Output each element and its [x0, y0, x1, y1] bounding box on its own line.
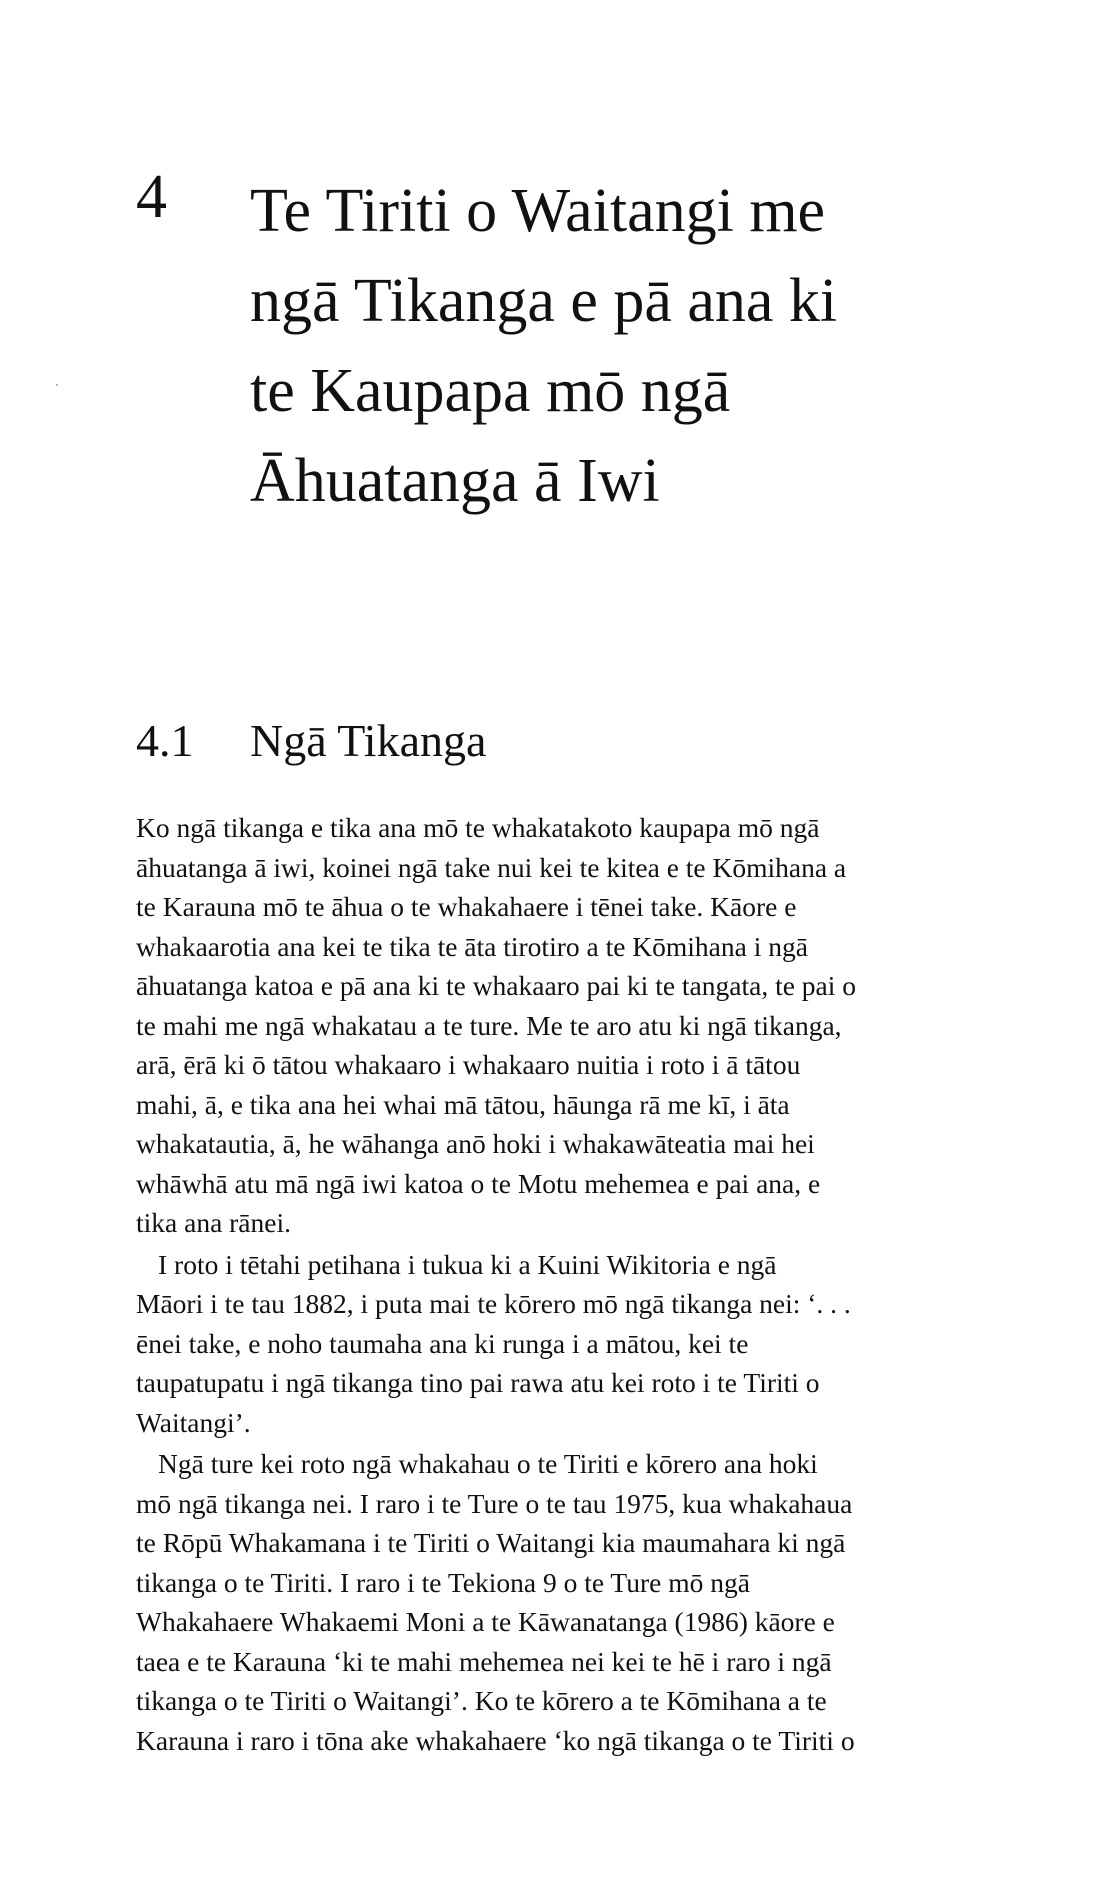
text-line: āhuatanga ā iwi, koinei ngā take nui kei te kitea e te Kōmihana a: [136, 851, 847, 883]
section-number: 4.1: [136, 715, 194, 766]
text-line: I roto i tētahi petihana i tukua ki a Kuini Wikitoria e ngā: [158, 1248, 777, 1280]
text-line: te mahi me ngā whakatau a te ture. Me te aro atu ki ngā tikanga,: [136, 1009, 842, 1041]
chapter-title-line: te Kaupapa mō ngā: [250, 357, 731, 425]
text-line: mō ngā tikanga nei. I raro i te Ture o te tau 1975, kua whakahaua: [136, 1487, 853, 1519]
paragraph: [136, 1444, 1016, 1760]
text-line: tikanga o te Tiriti. I raro i te Tekiona 9 o te Ture mō ngā: [136, 1566, 750, 1598]
text-line: taea e te Karauna ‘ki te mahi mehemea nei kei te hē i raro i ngā: [136, 1645, 832, 1677]
text-line: āhuatanga katoa e pā ana ki te whakaaro pai ki te tangata, te pai o: [136, 970, 857, 1001]
text-line: Ko ngā tikanga e tika ana mō te whakatakoto kaupapa mō ngā: [136, 812, 820, 843]
text-line: Whakahaere Whakaemi Moni a te Kāwanatanga (1986) kāore e: [136, 1606, 835, 1637]
text-line: taupatupatu i ngā tikanga tino pai rawa atu kei roto i te Tiriti o: [136, 1367, 820, 1398]
paragraph: [136, 808, 1016, 1243]
chapter-title-line: Te Tiriti o Waitangi me: [250, 177, 826, 245]
paragraph: [136, 1245, 1016, 1443]
text-line: whakatautia, ā, he wāhanga anō hoki i whakawāteatia mai hei: [136, 1128, 815, 1159]
chapter-title-line: ngā Tikanga e pā ana ki: [250, 267, 838, 335]
text-line: Ngā ture kei roto ngā whakahau o te Tiriti e kōrero ana hoki: [158, 1448, 818, 1479]
body-text: [136, 808, 1016, 1760]
chapter-title: [250, 166, 1050, 526]
section-title: Ngā Tikanga: [250, 715, 487, 766]
text-line: Karauna i raro i tōna ake whakahaere ‘ko ngā tikanga o te Tiriti o: [136, 1724, 855, 1756]
text-line: tikanga o te Tiriti o Waitangi’. Ko te kōrero a te Kōmihana a te: [136, 1685, 827, 1716]
text-line: arā, ērā ki ō tātou whakaaro i whakaaro nuitia i roto i ā tātou: [136, 1049, 801, 1080]
chapter-number: 4: [136, 163, 167, 231]
chapter-title-line: Āhuatanga ā Iwi: [250, 447, 660, 515]
text-line: Māori i te tau 1882, i puta mai te kōrero mō ngā tikanga nei: ‘. . .: [136, 1288, 851, 1319]
text-line: tika ana rānei.: [136, 1207, 291, 1238]
text-line: whakaarotia ana kei te tika te āta tirotiro a te Kōmihana i ngā: [136, 930, 808, 962]
text-line: Waitangi’.: [136, 1406, 251, 1438]
text-line: ēnei take, e noho taumaha ana ki runga i a mātou, kei te: [136, 1327, 749, 1359]
text-line: te Karauna mō te āhua o te whakahaere i tēnei take. Kāore e: [136, 891, 797, 922]
scan-mark: [56, 384, 58, 386]
text-line: whāwhā atu mā ngā iwi katoa o te Motu mehemea e pai ana, e: [136, 1167, 821, 1199]
text-line: mahi, ā, e tika ana hei whai mā tātou, hāunga rā me kī, i āta: [136, 1088, 790, 1120]
text-line: te Rōpū Whakamana i te Tiriti o Waitangi kia maumahara ki ngā: [136, 1527, 846, 1558]
